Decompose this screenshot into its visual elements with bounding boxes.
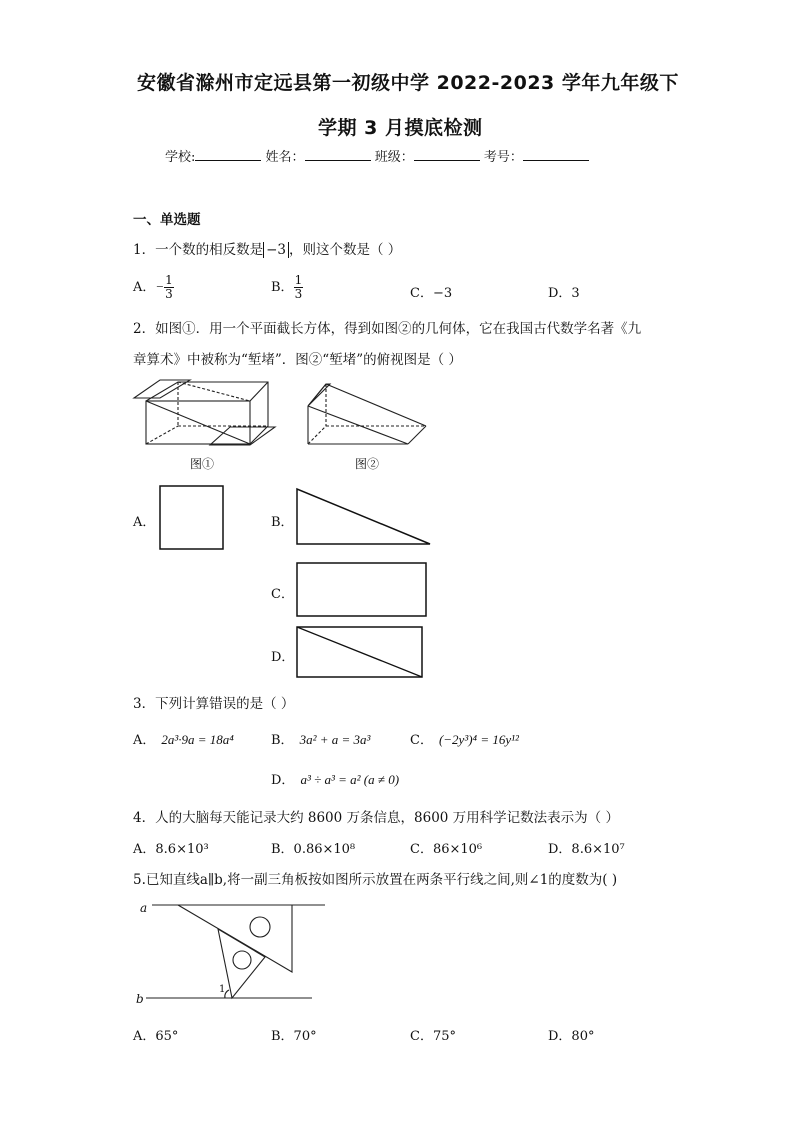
option-b-fraction xyxy=(294,274,304,301)
question-1-stem xyxy=(133,238,401,258)
option-a-label: A． xyxy=(133,280,156,295)
q4-option-c[interactable]: C．86×10⁶ xyxy=(410,842,483,857)
question-2-stem-line1: 2．如图①．用一个平面截长方体，得到如图②的几何体，它在我国古代数学名著《九 xyxy=(133,321,642,337)
q3-c-expression: (−2y³)⁴ = 16y¹² xyxy=(438,732,519,747)
figure-1-caption: 图① xyxy=(190,457,215,471)
q3-c-label: C． xyxy=(410,733,433,748)
q1-absolute-value: −3 xyxy=(263,242,289,258)
q3-d-expression: a³ ÷ a³ = a² (a ≠ 0) xyxy=(300,772,400,787)
option-b-label: B． xyxy=(271,280,294,295)
q1-stem-start: 1．一个数的相反数是 xyxy=(133,242,264,258)
exam-number-label: 考号： xyxy=(483,150,523,165)
q3-d-label: D． xyxy=(271,773,295,788)
option-a-denominator: 3 xyxy=(165,287,173,301)
q3-a-expression: 2a³·9a = 18a⁴ xyxy=(161,732,234,747)
option-a-fraction xyxy=(164,274,174,301)
q3-option-d[interactable] xyxy=(271,769,399,788)
q3-a-label: A． xyxy=(133,733,156,748)
q2-option-b-label[interactable]: B． xyxy=(271,515,294,530)
angle-1-label: 1 xyxy=(219,984,226,995)
q1-option-b[interactable] xyxy=(271,274,303,301)
q3-option-b[interactable] xyxy=(271,729,370,748)
figure-2-caption: 图② xyxy=(355,457,380,471)
q2-option-a-label[interactable]: A． xyxy=(133,515,156,530)
class-label: 班级： xyxy=(374,150,414,165)
q1-option-c[interactable]: C．−3 xyxy=(410,286,453,301)
q5-option-b[interactable]: B．70° xyxy=(271,1029,317,1044)
exam-number-blank[interactable] xyxy=(523,148,589,161)
question-5-stem: 5.已知直线a∥b,将一副三角板按如图所示放置在两条平行线之间,则∠1的度数为( ) xyxy=(133,872,618,888)
name-label: 姓名： xyxy=(265,150,305,165)
option-b-numerator: 1 xyxy=(294,273,303,287)
q1-option-a[interactable] xyxy=(133,274,174,301)
option-a-numerator: 1 xyxy=(165,273,173,287)
question-2-stem-line2: 章算术》中被称为“堑堵”．图②“堑堵”的俯视图是（ ） xyxy=(133,352,462,368)
school-label: 学校: xyxy=(165,150,196,165)
page-title-line1: 安徽省滁州市定远县第一初级中学 2022-2023 学年九年级下 xyxy=(137,72,679,94)
q5-option-d[interactable]: D．80° xyxy=(548,1029,595,1044)
q4-option-b[interactable]: B．0.86×10⁸ xyxy=(271,842,356,857)
question-3-stem: 3．下列计算错误的是（ ） xyxy=(133,696,295,712)
q3-option-c[interactable] xyxy=(410,729,519,748)
q2-option-c-label[interactable]: C． xyxy=(271,587,294,602)
name-blank[interactable] xyxy=(305,148,371,161)
class-blank[interactable] xyxy=(414,148,480,161)
q5-option-a[interactable]: A．65° xyxy=(133,1029,179,1044)
student-info-row xyxy=(165,146,589,165)
section-title: 一、单选题 xyxy=(133,212,201,228)
q1-option-d[interactable]: D．3 xyxy=(548,286,580,301)
q1-stem-end: ，则这个数是（ ） xyxy=(289,242,402,258)
option-b-denominator: 3 xyxy=(294,287,303,301)
q4-option-d[interactable]: D．8.6×10⁷ xyxy=(548,842,625,857)
q3-option-a[interactable] xyxy=(133,729,234,748)
q3-b-label: B． xyxy=(271,733,294,748)
option-a-sign: − xyxy=(155,279,165,294)
q2-option-d-label[interactable]: D． xyxy=(271,650,295,665)
page-title-line2: 学期 3 月摸底检测 xyxy=(318,117,483,139)
question-4-stem: 4．人的大脑每天能记录大约 8600 万条信息，8600 万用科学记数法表示为（ ） xyxy=(133,810,619,826)
line-b-label: b xyxy=(136,992,144,1006)
q4-option-a[interactable]: A．8.6×10³ xyxy=(133,842,209,857)
q5-option-c[interactable]: C．75° xyxy=(410,1029,456,1044)
line-a-label: a xyxy=(140,901,148,915)
school-blank[interactable] xyxy=(195,148,261,161)
q3-b-expression: 3a² + a = 3a³ xyxy=(299,732,371,747)
